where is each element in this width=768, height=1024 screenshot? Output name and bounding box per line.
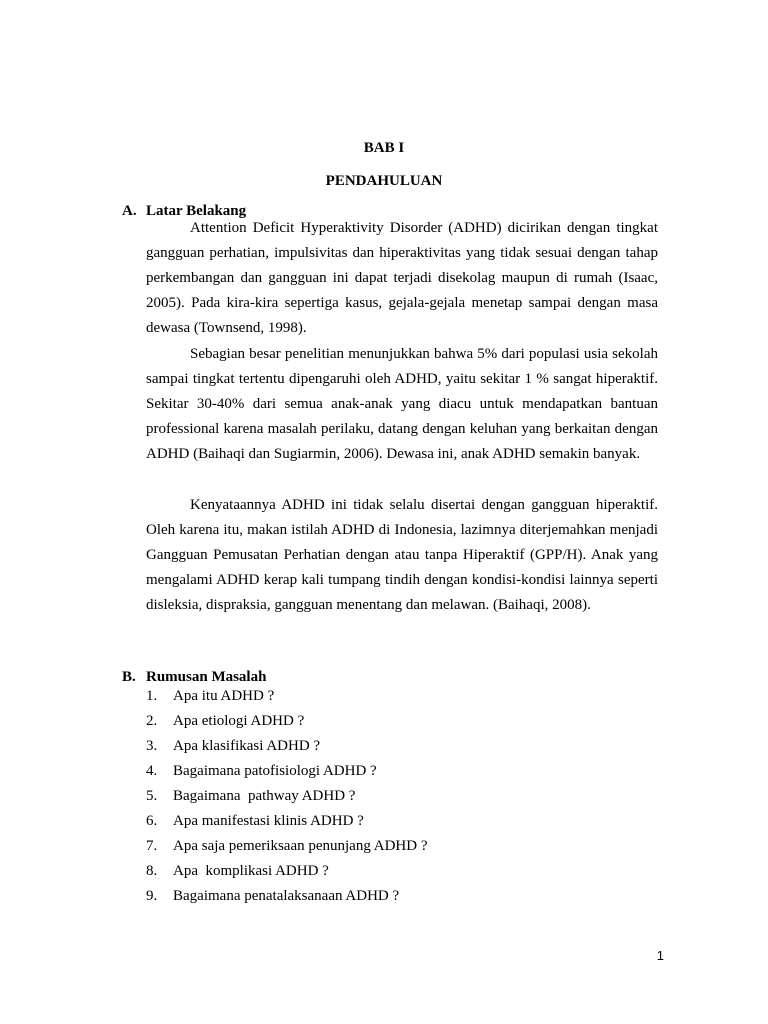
section-b-title: Rumusan Masalah — [146, 669, 267, 685]
section-a-title: Latar Belakang — [146, 203, 247, 219]
list-item — [146, 787, 658, 812]
list-item-number: 9. — [146, 888, 158, 904]
list-item-text: Apa etiologi ADHD ? — [173, 713, 305, 729]
list-item-number: 4. — [146, 763, 158, 779]
section-a-paragraph-1: Attention Deficit Hyperaktivity Disorder (ADHD) dicirikan dengan tingkat gangguan perhatian, impulsivitas dan hiperaktivitas yang tidak sesuai dengan tahap perkembangan dan gangguan ini dapat terjadi disekolag maupun di rumah (Isaac, 2005). Pada kira-kira sepertiga kasus, gejala-gejala menetap sampai dengan masa dewasa (Townsend, 1998). — [146, 220, 658, 336]
list-item — [146, 737, 658, 762]
list-item-text: Apa itu ADHD ? — [173, 688, 275, 704]
list-item-number: 3. — [146, 738, 158, 754]
page-number: 1 — [656, 948, 664, 963]
list-item — [146, 712, 658, 737]
list-item — [146, 687, 658, 712]
list-item-number: 5. — [146, 788, 158, 804]
list-item-number: 1. — [146, 688, 158, 704]
list-item-text: Bagaimana pathway ADHD ? — [173, 788, 356, 804]
list-item-text: Apa klasifikasi ADHD ? — [173, 738, 321, 754]
list-item — [146, 762, 658, 787]
chapter-heading: BAB I — [363, 140, 405, 156]
list-item-number: 6. — [146, 813, 158, 829]
list-item-number: 7. — [146, 838, 158, 854]
list-item — [146, 837, 658, 862]
list-item-text: Apa komplikasi ADHD ? — [173, 863, 329, 879]
list-item — [146, 812, 658, 837]
section-a-paragraph-2: Sebagian besar penelitian menunjukkan bahwa 5% dari populasi usia sekolah sampai tingkat tertentu dipengaruhi oleh ADHD, yaitu sekitar 1 % sangat hiperaktif. Sekitar 30-40% dari semua anak-anak yang diacu untuk mendapatkan bantuan professional karena masalah perilaku, datang dengan keluhan yang berkaitan dengan ADHD (Baihaqi dan Sugiarmin, 2006). Dewasa ini, anak ADHD semakin banyak. — [146, 346, 658, 462]
section-b-heading — [122, 668, 266, 686]
list-item-text: Bagaimana penatalaksanaan ADHD ? — [173, 888, 400, 904]
section-a-letter: A. — [122, 203, 137, 219]
problem-list — [146, 687, 658, 912]
list-item — [146, 887, 658, 912]
section-a-paragraph-3: Kenyataannya ADHD ini tidak selalu disertai dengan gangguan hiperaktif. Oleh karena itu, makan istilah ADHD di Indonesia, lazimnya diterjemahkan menjadi Gangguan Pemusatan Perhatian dengan atau tanpa Hiperaktif (GPP/H). Anak yang mengalami ADHD kerap kali tumpang tindih dengan kondisi-kondisi lainnya seperti disleksia, dispraksia, gangguan menentang dan melawan. (Baihaqi, 2008). — [146, 497, 658, 613]
list-item-number: 2. — [146, 713, 158, 729]
section-b-letter: B. — [122, 669, 136, 685]
list-item-text: Bagaimana patofisiologi ADHD ? — [173, 763, 377, 779]
list-item-text: Apa saja pemeriksaan penunjang ADHD ? — [173, 838, 428, 854]
list-item — [146, 862, 658, 887]
list-item-text: Apa manifestasi klinis ADHD ? — [173, 813, 364, 829]
chapter-title: PENDAHULUAN — [325, 173, 443, 189]
list-item-number: 8. — [146, 863, 158, 879]
